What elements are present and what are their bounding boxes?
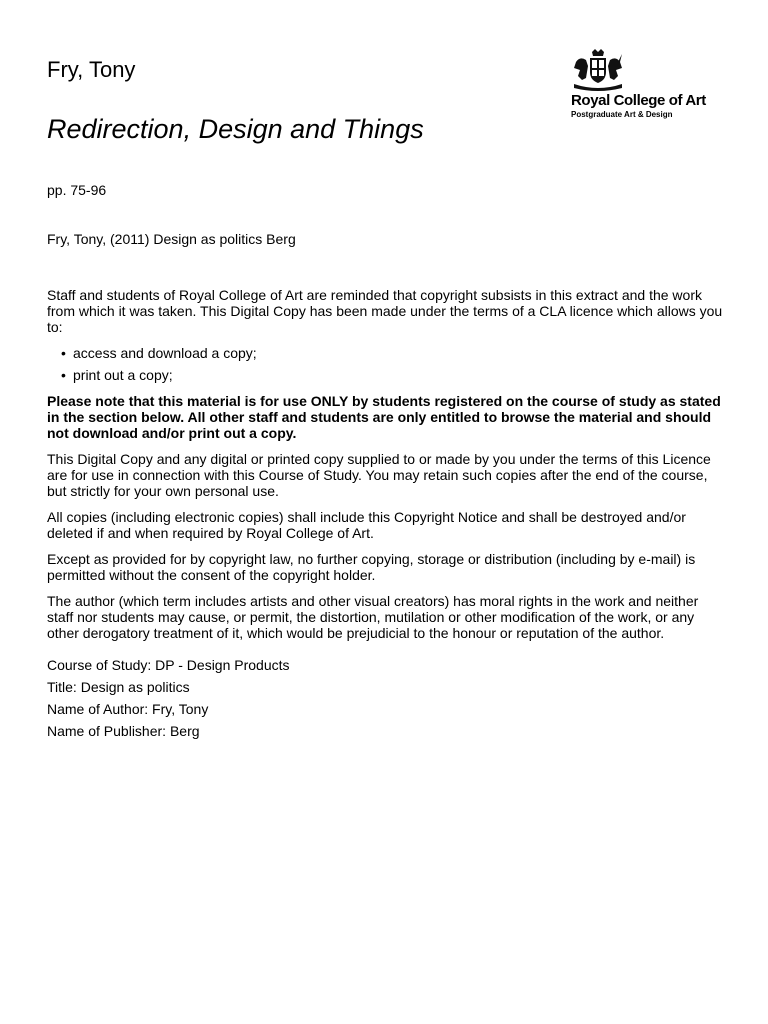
notice-warning: Please note that this material is for use ONLY by students registered on the course of study as stated in the section below. All other staff and students are only entitled to browse the material and should not download and/or print out a copy. (47, 393, 721, 441)
copyright-notice (47, 287, 727, 745)
page-range: pp. 75-96 (47, 182, 107, 198)
author-heading: Fry, Tony (47, 57, 136, 82)
citation: Fry, Tony, (2011) Design as politics Berg (47, 231, 296, 247)
notice-paragraph: Except as provided for by copyright law, no further copying, storage or distribution (including by e-mail) is permitted without the consent of the copyright holder. (47, 551, 696, 583)
notice-paragraph: This Digital Copy and any digital or printed copy supplied to or made by you under the terms of this Licence are for use in connection with this Course of Study. You may retain such copies after the end of the course, but strictly for your own personal use. (47, 451, 711, 499)
notice-paragraph: All copies (including electronic copies) shall include this Copyright Notice and shall be destroyed and/or deleted if and when required by Royal College of Art. (47, 509, 686, 541)
publisher-name: Name of Publisher: Berg (47, 723, 200, 739)
logo-name: Royal College of Art (571, 92, 706, 109)
list-item: • access and download a copy; (73, 345, 727, 361)
course-details (47, 657, 727, 739)
document-title: Redirection, Design and Things (47, 114, 424, 144)
notice-paragraph: The author (which term includes artists and other visual creators) has moral rights in the work and neither staff nor students may cause, or permit, the distortion, mutilation or other modification of the work, or any other derogatory treatment of it, which would be prejudicial to the honour or reputation of the author. (47, 593, 699, 641)
course-of-study: Course of Study: DP - Design Products (47, 657, 290, 673)
royal-crest-icon (568, 48, 628, 92)
work-title: Title: Design as politics (47, 679, 190, 695)
logo-subtitle: Postgraduate Art & Design (571, 110, 673, 119)
notice-intro: Staff and students of Royal College of Art are reminded that copyright subsists in this extract and the work from which it was taken. This Digital Copy has been made under the terms of a CLA licence which allows you to: (47, 287, 723, 335)
licence-list (47, 345, 727, 383)
list-item: • print out a copy; (73, 367, 727, 383)
author-name: Name of Author: Fry, Tony (47, 701, 209, 717)
